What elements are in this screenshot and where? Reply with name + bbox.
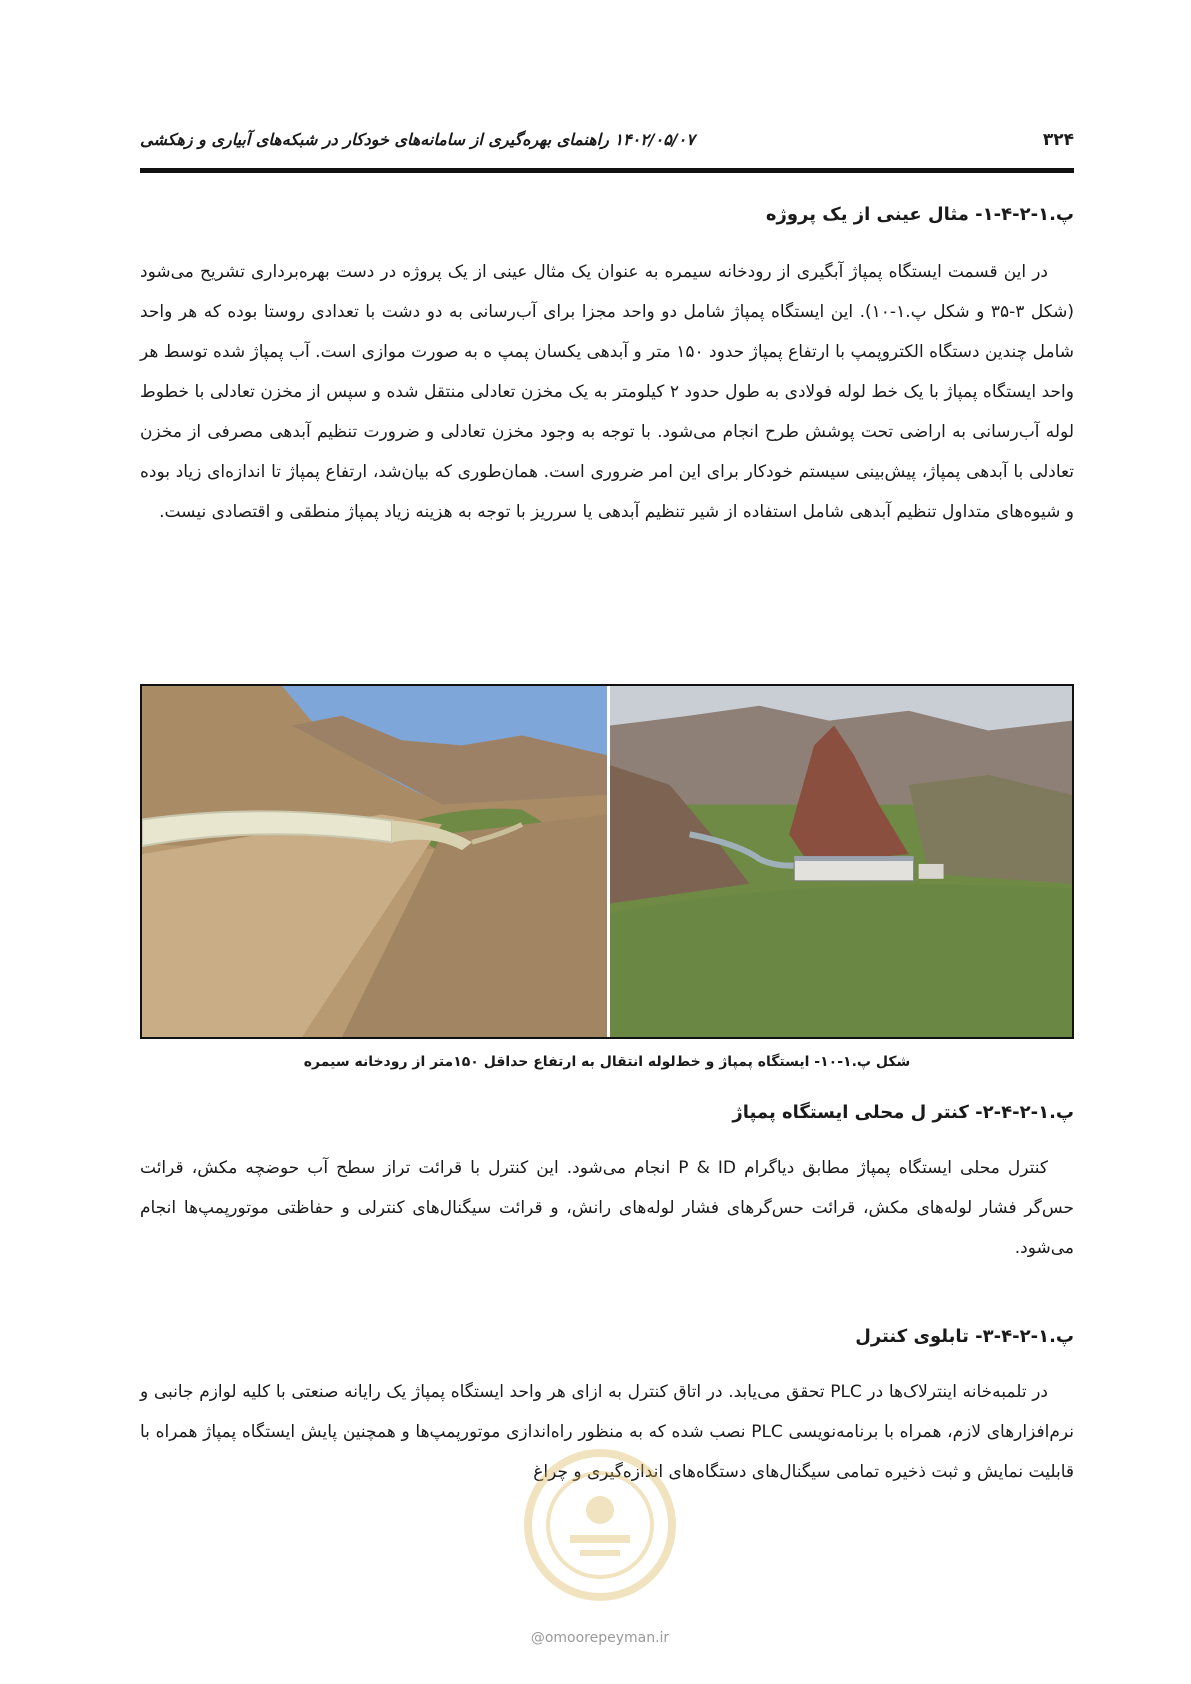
- page-number: ۳۲۴: [1042, 130, 1074, 150]
- paragraph-text-1: در این قسمت ایستگاه پمپاژ آبگیری از رودخانه سیمره به عنوان یک مثال عینی از یک پروژه در دست بهره‌برداری تشریح می‌شود (شکل ۳-۳۵ و شکل پ.۱-۱۰). این ایستگاه پمپاژ شامل دو واحد مجزا برای آب‌رسانی به دو دشت با تعدادی روستا بوده که هر واحد شامل چندین دستگاه الکتروپمپ با ارتفاع پمپاژ حدود ۱۵۰ متر و آبدهی یکسان پمپ ه به صورت موازی است. آب پمپاژ شده توسط هر واحد ایستگاه پمپاژ با یک خط لوله فولادی به طول حدود ۲ کیلومتر به یک مخزن تعادلی منتقل شده و سپس از مخزن تعادلی با خطوط لوله آب‌رسانی به اراضی تحت پوشش طرح انجام می‌شود. با توجه به وجود مخزن تعادلی و ضرورت تنظیم آبدهی مصرفی از مخزن تعادلی با آبدهی پمپاژ، پیش‌بینی سیستم خودکار برای این امر ضروری است. همان‌طوری که بیان‌شد، ارتفاع پمپاژ تا اندازه‌ای زیاد بوده و شیوه‌های متداول تنظیم آبدهی شامل استفاده از شیر تنظیم آبدهی یا سرریز با توجه به هزینه زیاد پمپاژ منطقی و اقتصادی نیست.: [140, 262, 1075, 522]
- header-book-title: راهنمای بهره‌گیری از سامانه‌های خودکار در شبکه‌های آبیاری و زهکشی: [140, 130, 609, 149]
- watermark-text: @omoorepeyman.ir: [530, 1630, 670, 1646]
- section-paragraph-1: [140, 252, 1074, 532]
- section-paragraph-2: [140, 1148, 1074, 1268]
- photo-pump-station: [610, 686, 1072, 1037]
- running-title: [140, 130, 709, 149]
- watermark-logo: [500, 1440, 700, 1610]
- header-date: ۱۴۰۲/۰۵/۰۷: [614, 130, 695, 149]
- watermark-seal-icon: [500, 1440, 700, 1610]
- section-heading-1: پ.۱-۲-۴-۱- مثال عینی از یک پروژه: [765, 204, 1074, 225]
- figure-photos: [140, 684, 1074, 1039]
- pipeline-photo-illustration: [142, 686, 607, 1037]
- paragraph-text-3: در تلمبه‌خانه اینترلاک‌ها در PLC تحقق می‌یابد. در اتاق کنترل به ازای هر واحد ایستگاه پمپاژ یک رایانه صنعتی با کلیه لوازم جانبی و نرم‌افزارهای لازم، همراه با برنامه‌نویسی PLC نصب شده که به منظور راه‌اندازی موتورپمپ‌ها و همچنین پایش ایستگاه پمپاژ همراه با قابلیت نمایش و ثبت ذخیره تمامی سیگنال‌های دستگاه‌های اندازه‌گیری و چراغ: [140, 1382, 1074, 1482]
- figure-caption: شکل پ.۱-۱۰- ایستگاه پمپاژ و خط‌لوله انتقال به ارتفاع حداقل ۱۵۰متر از رودخانه سیمره: [303, 1054, 911, 1070]
- paragraph-text-2: کنترل محلی ایستگاه پمپاژ مطابق دیاگرام P & ID انجام می‌شود. این کنترل با قرائت تراز سطح آب حوضچه مکش، قرائت حس‌گر فشار لوله‌های مکش، قرائت حس‌گرهای فشار لوله‌های رانش، و قرائت سیگنال‌های کنترلی و حفاظتی موتورپمپ‌ها انجام می‌شود.: [140, 1158, 1074, 1258]
- page-header: [140, 118, 1074, 173]
- section-heading-2: پ.۱-۲-۴-۲- کنتر ل محلی ایستگاه پمپاژ: [732, 1102, 1074, 1123]
- pump-station-photo-illustration: [610, 686, 1072, 1037]
- section-heading-3: پ.۱-۲-۴-۳- تابلوی کنترل: [855, 1326, 1074, 1347]
- photo-pipeline: [142, 686, 610, 1037]
